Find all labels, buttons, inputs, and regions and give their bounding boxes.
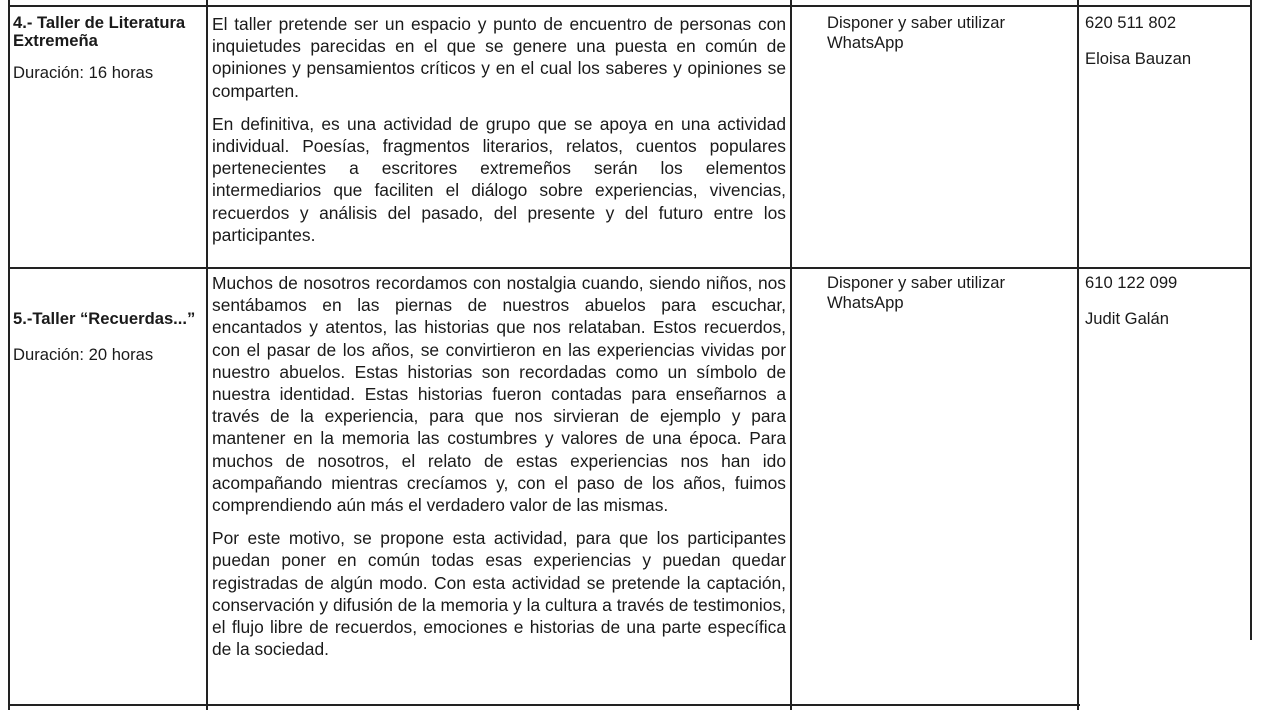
contact-phone: 620 511 802 bbox=[1085, 13, 1177, 32]
table-border-left bbox=[8, 0, 10, 710]
activity-title: 5.-Taller “Recuerdas...” bbox=[13, 309, 196, 328]
contact-cell bbox=[1085, 273, 1245, 329]
table-row-bottom-border bbox=[8, 704, 1080, 706]
description-paragraph: El taller pretende ser un espacio y punto de encuentro de personas con inquietudes parecidas en el que se genere una puesta en común de opiniones y pensamientos críticos y en el cual los saberes y opiniones se comparten. bbox=[212, 14, 786, 101]
requirement-cell: Disponer y saber utilizar WhatsApp bbox=[827, 273, 1005, 312]
contact-name: Eloisa Bauzan bbox=[1085, 49, 1192, 68]
description-paragraph: Muchos de nosotros recordamos con nostalgia cuando, siendo niños, nos sentábamos en las piernas de nuestros abuelos para escuchar, encantados y atentos, las historias que nos relataban. Estos recuerdos, con el pasar de los años, se convirtieron en las experiencias vividas por nuestro abuelos. Estas historias son recordadas como un símbolo de nuestra identidad. Estas historias fueron contadas para enseñarnos a través de la experiencia, para que nos sirvieran de ejemplo y para mantener en la memoria las costumbres y valores de una época. Para muchos de nosotros, el relato de estas experiencias nos han ido acompañando mientras crecíamos y, con el paso de los años, fuimos comprendiendo aún más el verdadero valor de las mismas. bbox=[212, 273, 786, 516]
activity-title: 4.- Taller de Literatura Extremeña bbox=[13, 13, 186, 50]
activity-duration: Duración: 16 horas bbox=[13, 63, 154, 82]
description-paragraph: En definitiva, es una actividad de grupo que se apoya en una actividad individual. Poesías, fragmentos literarios, relatos, cuentos populares pertenecientes a escritores extremeños serán los elementos intermediarios que faciliten el diálogo sobre experiencias, vivencias, recuerdos y análisis del pasado, del presente y del futuro entre los participantes. bbox=[212, 113, 786, 245]
description-cell bbox=[212, 13, 786, 246]
description-paragraph: Por este motivo, se propone esta actividad, para que los participantes puedan poner en común todas esas experiencias y puedan quedar registradas de algún modo. Con esta actividad se pretende la captación, conservación y difusión de la memoria y la cultura a través de testimonios, el flujo libre de recuerdos, emociones e historias de una parte específica de la sociedad. bbox=[212, 528, 786, 660]
requirement-cell: Disponer y saber utilizar WhatsApp bbox=[827, 13, 1005, 52]
table-divider-2 bbox=[790, 0, 792, 710]
contact-cell bbox=[1085, 13, 1245, 69]
activity-cell bbox=[13, 14, 203, 82]
table-divider-1 bbox=[206, 0, 208, 710]
contact-name: Judit Galán bbox=[1085, 309, 1169, 328]
table-row-top-border bbox=[8, 5, 1252, 7]
activity-duration: Duración: 20 horas bbox=[13, 345, 154, 364]
contact-phone: 610 122 099 bbox=[1085, 273, 1178, 292]
table-border-right bbox=[1250, 0, 1252, 640]
table-row-divider bbox=[8, 267, 1252, 269]
activity-cell bbox=[13, 310, 205, 364]
table-divider-3 bbox=[1077, 0, 1079, 710]
description-cell bbox=[212, 272, 786, 660]
